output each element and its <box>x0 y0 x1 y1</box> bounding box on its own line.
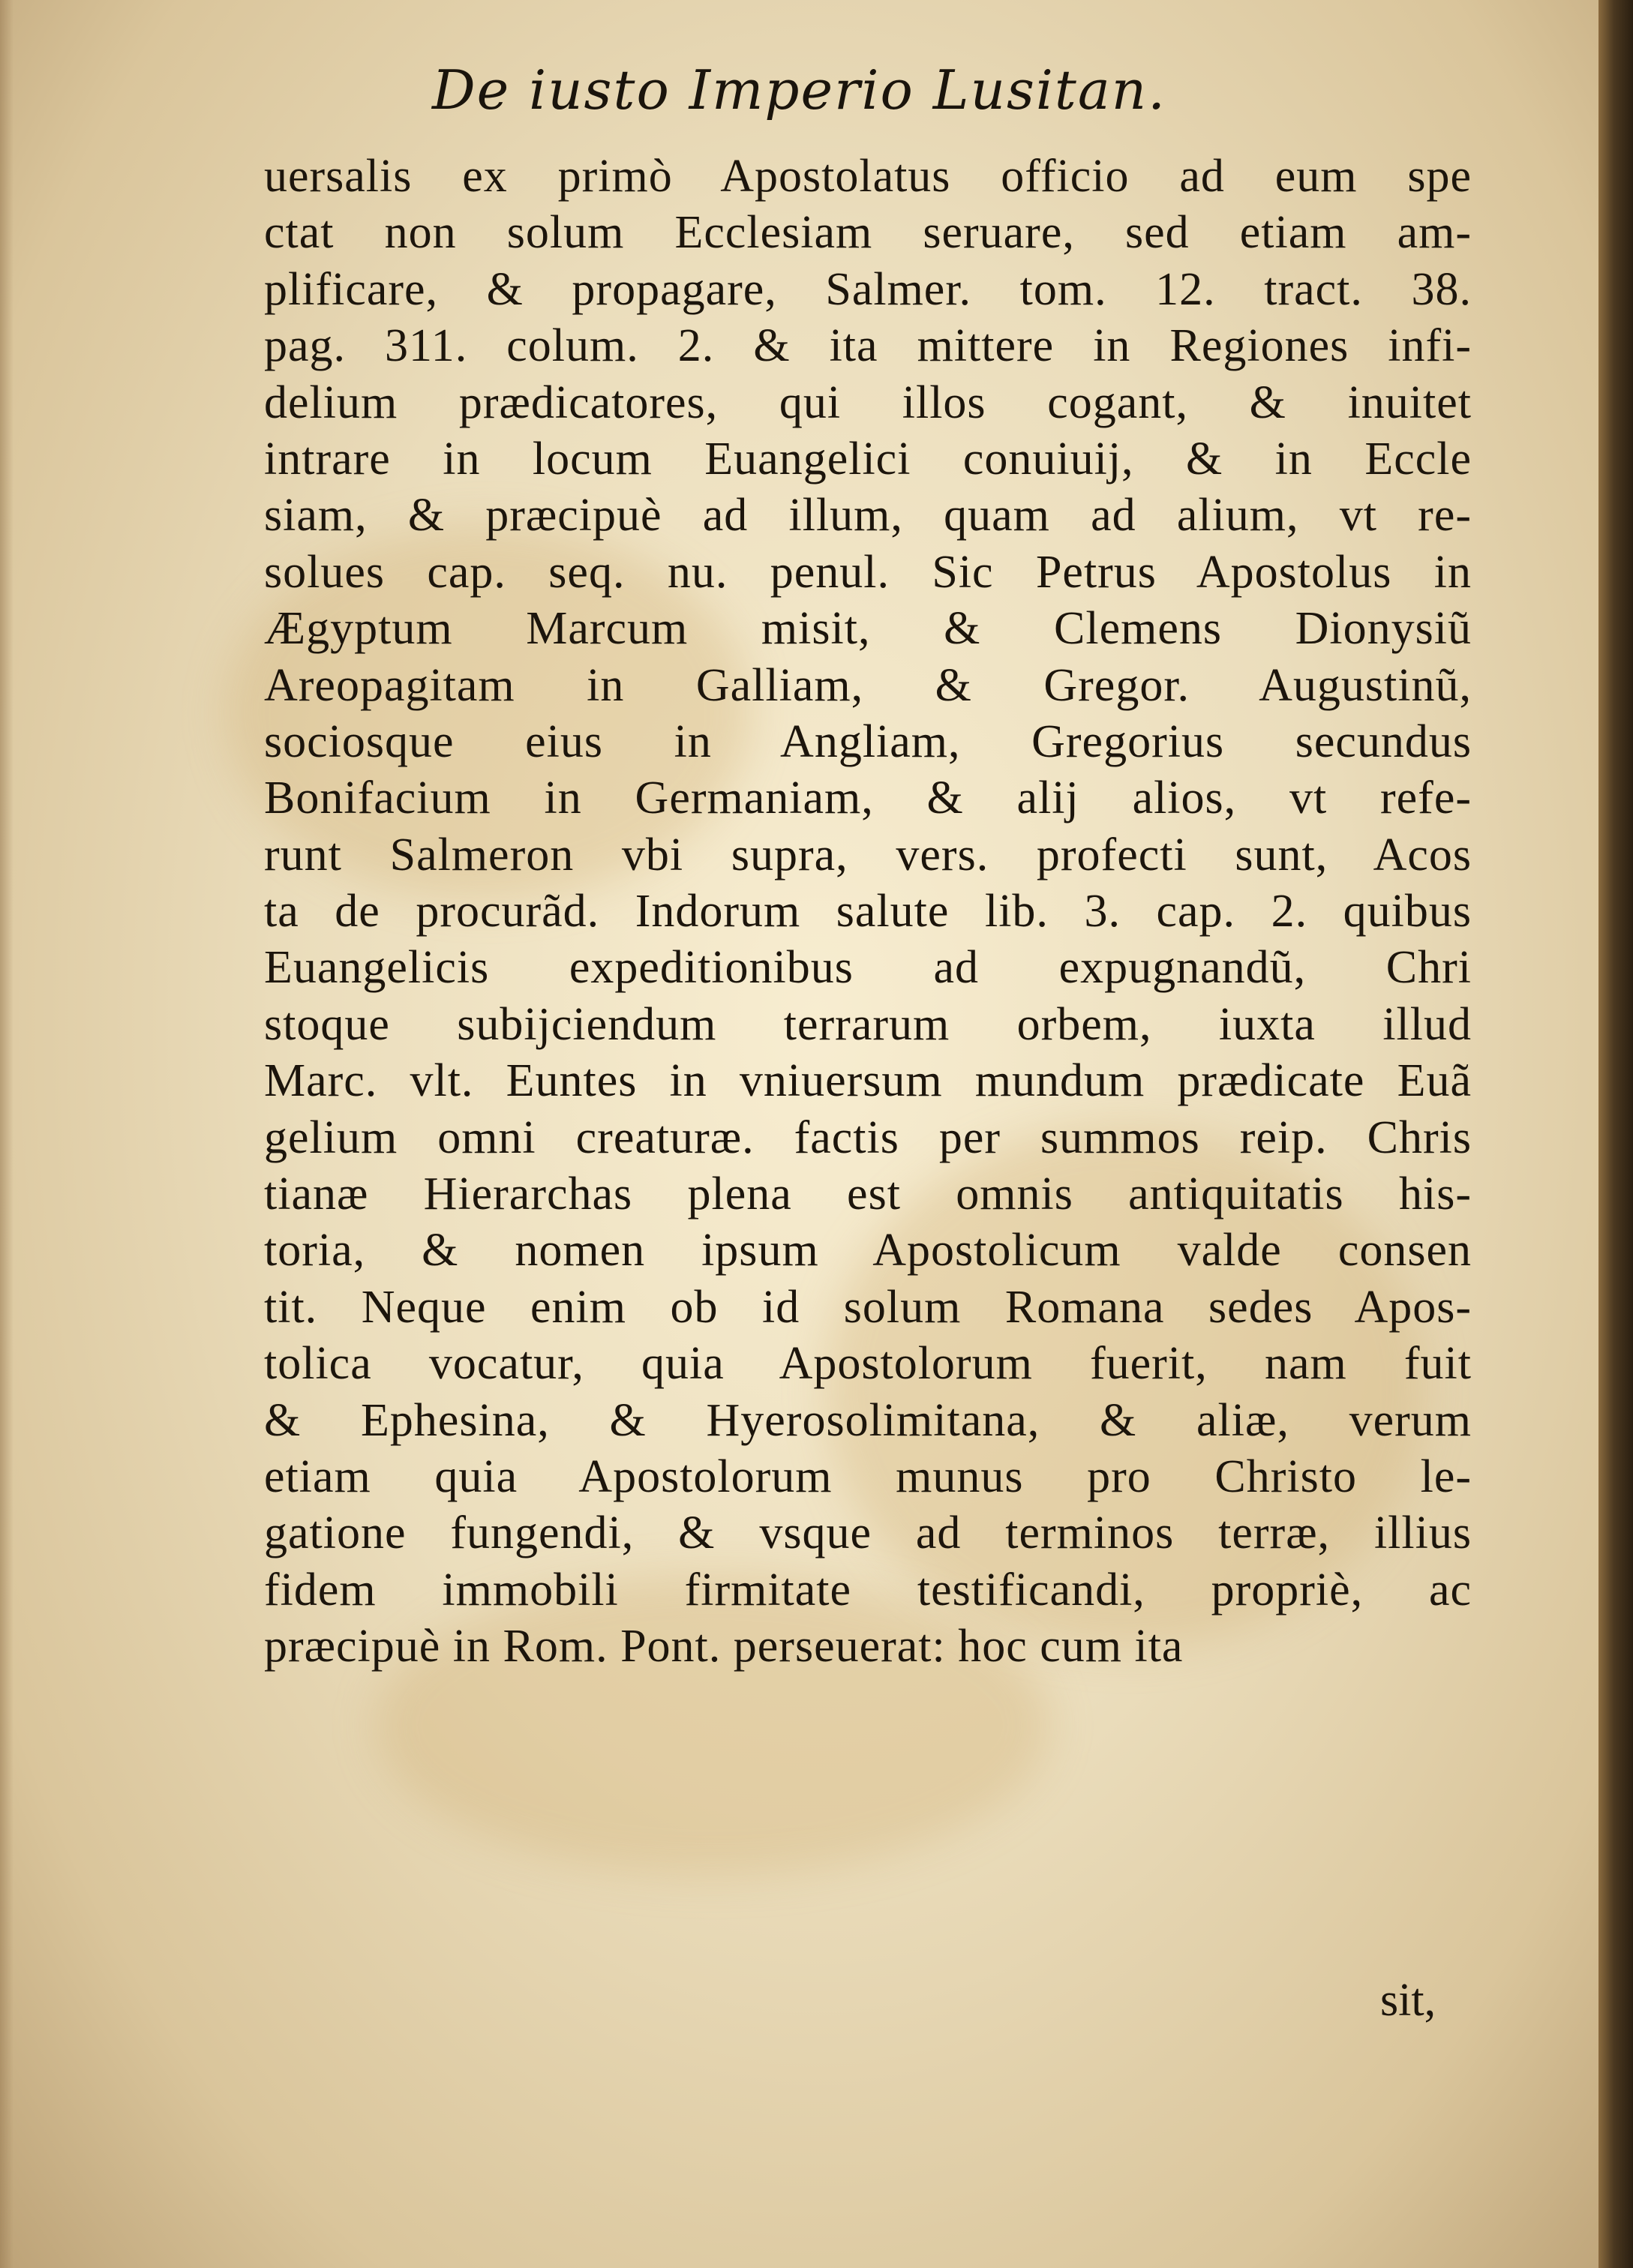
text-line: Areopagitam in Galliam, & Gregor. Augustinũ, <box>264 659 1472 711</box>
page-left-shadow <box>0 0 14 2268</box>
text-line: toria, & nomen ipsum Apostolicum valde consen <box>264 1225 1472 1276</box>
text-line: delium prædicatores, qui illos cogant, & inuitet <box>264 376 1472 428</box>
text-line: & Ephesina, & Hyerosolimitana, & aliæ, verum <box>264 1394 1472 1446</box>
text-line: Ægyptum Marcum misit, & Clemens Dionysiũ <box>264 603 1472 655</box>
text-line: solues cap. seq. nu. penul. Sic Petrus Apostolus in <box>264 546 1472 598</box>
text-line: ctat non solum Ecclesiam seruare, sed etiam am- <box>264 207 1472 259</box>
text-line: runt Salmeron vbi supra, vers. profecti sunt, Acos <box>264 829 1472 880</box>
text-line: sociosque eius in Angliam, Gregorius secundus <box>264 716 1472 767</box>
text-line: Bonifacium in Germaniam, & alij alios, vt refe- <box>264 772 1472 824</box>
binding-edge <box>1598 0 1633 2268</box>
text-line: intrare in locum Euangelici conuiuij, & in Eccle <box>264 433 1472 484</box>
text-line: etiam quia Apostolorum munus pro Christo le- <box>264 1450 1472 1502</box>
text-line: gatione fungendi, & vsque ad terminos terræ, illius <box>264 1508 1472 1559</box>
text-line: tolica vocatur, quia Apostolorum fuerit, nam fuit <box>264 1338 1472 1390</box>
text-line: ta de procurãd. Indorum salute lib. 3. cap. 2. quibus <box>264 886 1472 938</box>
text-line: fidem immobili firmitate testificandi, propriè, ac <box>264 1564 1472 1616</box>
text-line: præcipuè in Rom. Pont. perseuerat: hoc cum ita <box>264 1621 1184 1672</box>
text-line: Marc. vlt. Euntes in vniuersum mundum prædicate Euã <box>264 1055 1472 1107</box>
text-line: siam, & præcipuè ad illum, quam ad alium, vt re- <box>264 490 1472 542</box>
text-line: tit. Neque enim ob id solum Romana sedes Apos- <box>264 1281 1472 1333</box>
text-line: pag. 311. colum. 2. & ita mittere in Regiones infi- <box>264 320 1472 372</box>
text-line: uersalis ex primò Apostolatus officio ad eum spe <box>264 151 1472 202</box>
text-line: tianæ Hierarchas plena est omnis antiquitatis his- <box>264 1168 1472 1220</box>
text-line: Euangelicis expeditionibus ad expugnandũ, Chri <box>264 942 1472 994</box>
catchword: sit, <box>1380 1975 1436 2026</box>
running-title: De iusto Imperio Lusitan. <box>431 58 1167 122</box>
text-line: plificare, & propagare, Salmer. tom. 12. tract. 38. <box>264 263 1472 315</box>
body-text-block <box>264 148 1472 1676</box>
text-line: gelium omni creaturæ. factis per summos reip. Chris <box>264 1112 1472 1163</box>
text-line: stoque subijciendum terrarum orbem, iuxta illud <box>264 998 1472 1050</box>
